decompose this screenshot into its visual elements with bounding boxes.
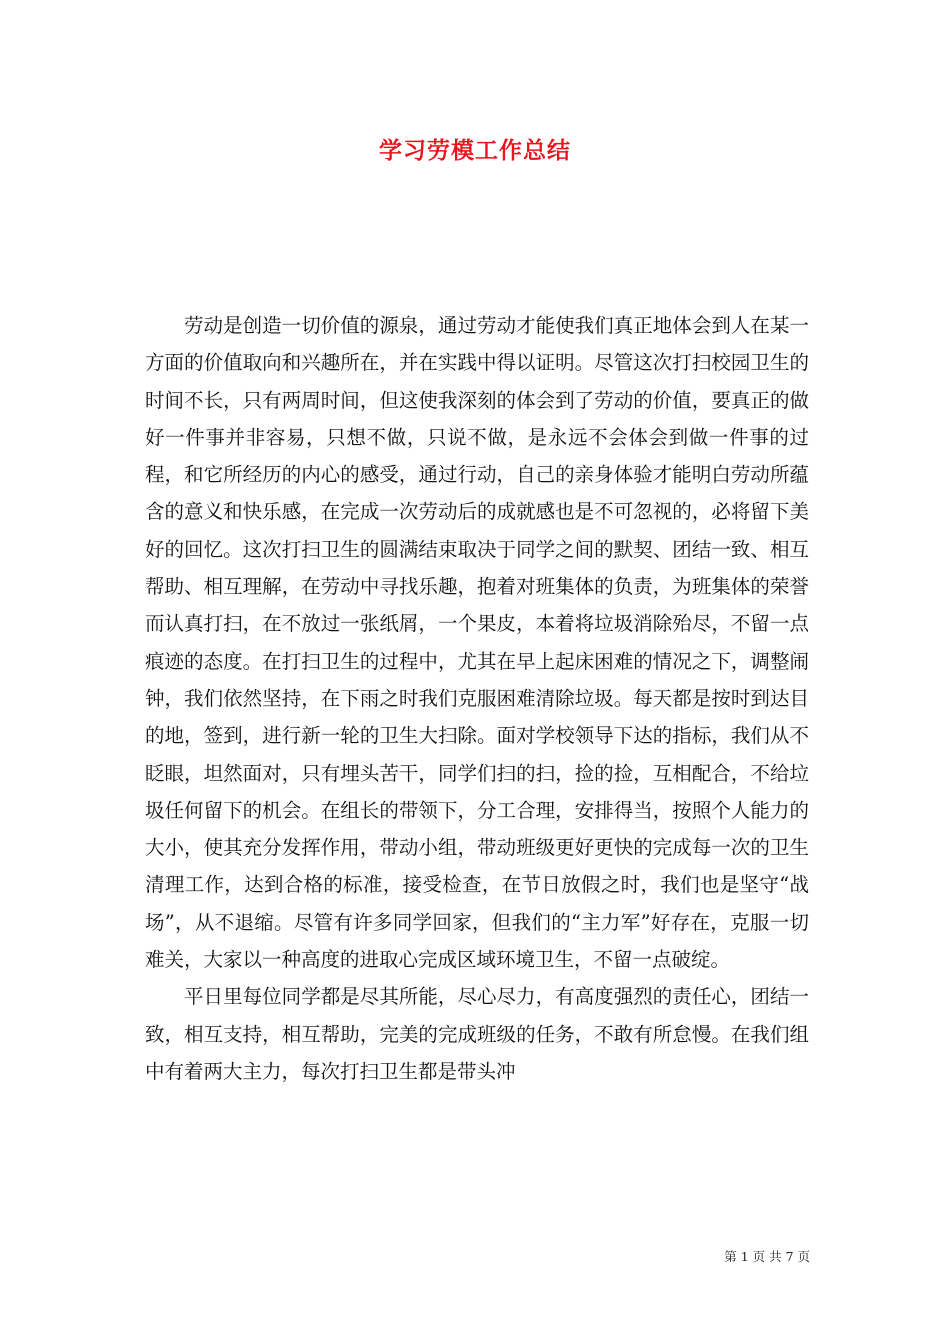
document-title: 学习劳模工作总结 bbox=[379, 138, 571, 164]
paragraph: 劳动是创造一切价值的源泉，通过劳动才能使我们真正地体会到人在某一方面的价值取向和兴趣所在，并在实践中得以证明。尽管这次打扫校园卫生的时间不长，只有两周时间，但这使我深刻的体会到了劳动的价值，要真正的做好一件事并非容易，只想不做，只说不做，是永远不会体会到做一件事的过程，和它所经历的内心的感受，通过行动，自己的亲身体验才能明白劳动所蕴含的意义和快乐感，在完成一次劳动后的成就感也是不可忽视的，必将留下美好的回忆。这次打扫卫生的圆满结束取决于同学之间的默契、团结一致、相互帮助、相互理解，在劳动中寻找乐趣，抱着对班集体的负责，为班集体的荣誉而认真打扫，在不放过一张纸屑，一个果皮，本着将垃圾消除殆尽，不留一点痕迹的态度。在打扫卫生的过程中，尤其在早上起床困难的情况之下，调整闹钟，我们依然坚持，在下雨之时我们克服困难清除垃圾。每天都是按时到达目的地，签到，进行新一轮的卫生大扫除。面对学校领导下达的指标，我们从不眨眼，坦然面对，只有埋头苦干，同学们扫的扫，捡的捡，互相配合，不给垃圾任何留下的机会。在组长的带领下，分工合理，安排得当，按照个人能力的大小，使其充分发挥作用，带动小组，带动班级更好更快的完成每一次的卫生清理工作，达到合格的标准，接受检查，在节日放假之时，我们也是坚守“战场”，从不退缩。尽管有许多同学回家，但我们的“主力军”好存在，克服一切难关，大家以一种高度的进取心完成区域环境卫生，不留一点破绽。 bbox=[145, 314, 809, 972]
document-body bbox=[145, 307, 809, 1090]
paragraph: 平日里每位同学都是尽其所能，尽心尽力，有高度强烈的责任心，团结一致，相互支持，相互帮助，完美的完成班级的任务，不敢有所怠慢。在我们组中有着两大主力，每次打扫卫生都是带头冲 bbox=[145, 985, 809, 1083]
page-number: 第 1 页 共 7 页 bbox=[724, 1249, 810, 1264]
